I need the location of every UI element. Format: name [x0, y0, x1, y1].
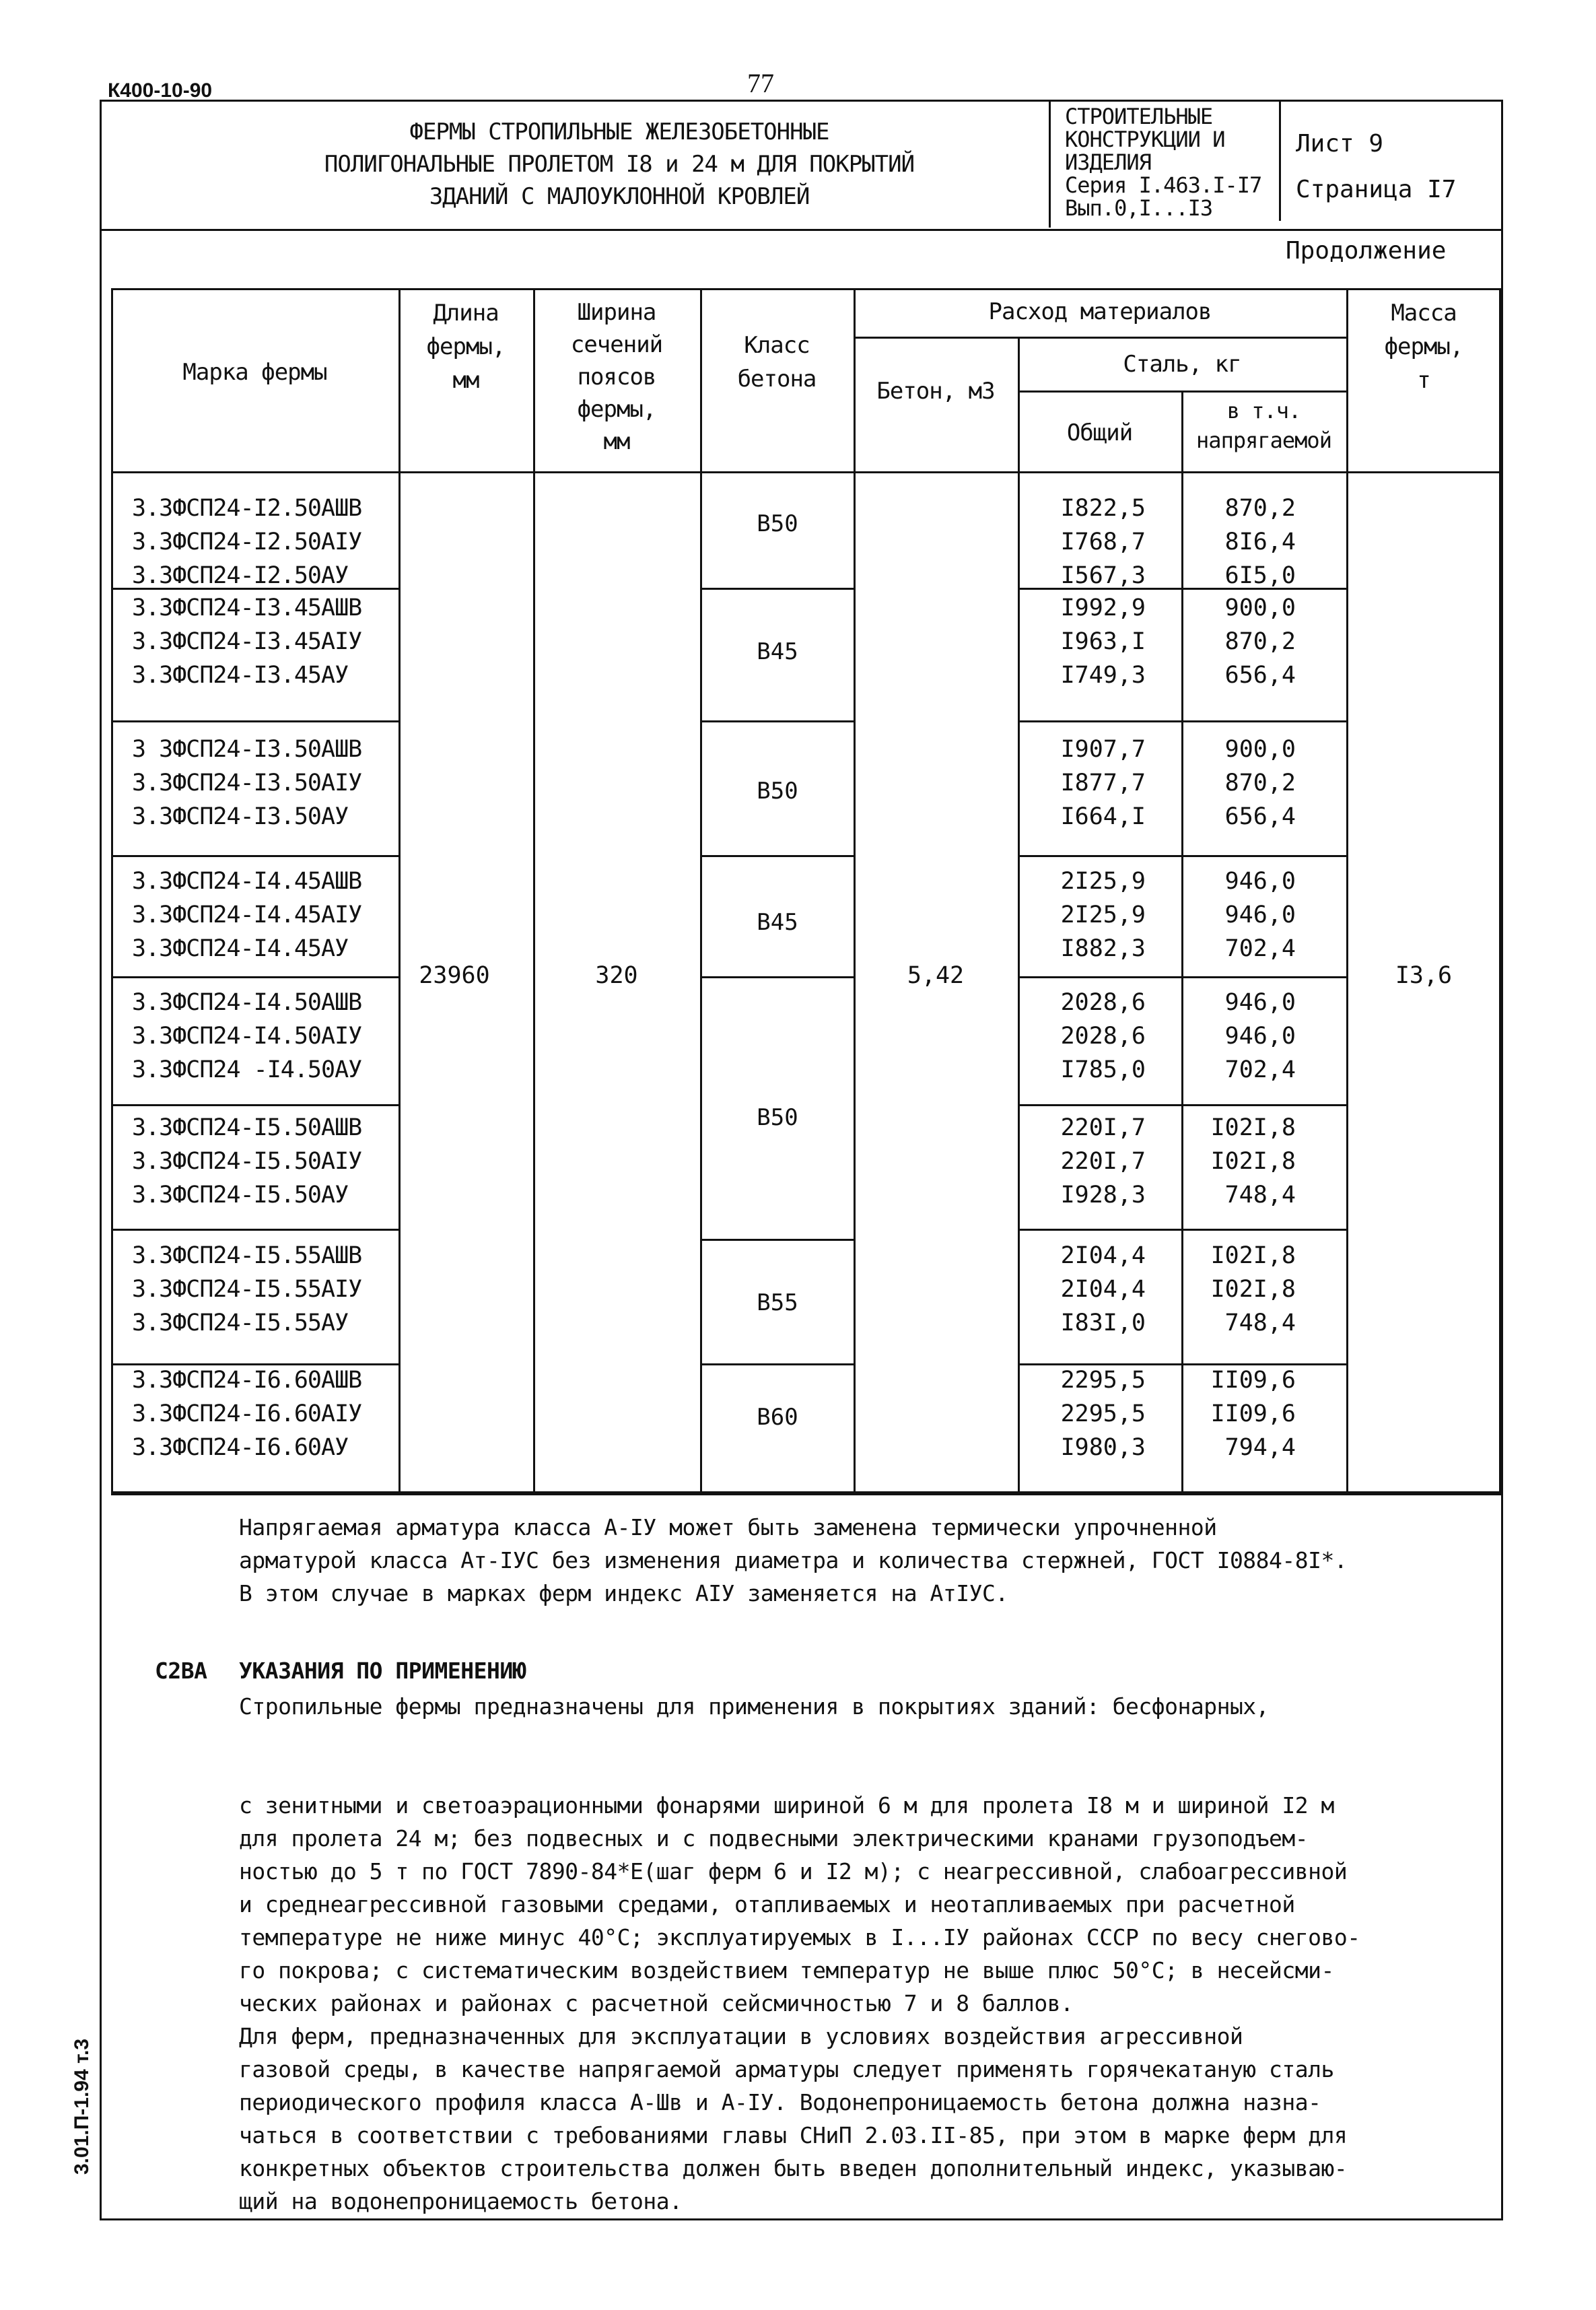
truss-mark: 3.3ФСП24-I4.45АIУ	[132, 902, 362, 928]
header-separator	[100, 229, 1503, 231]
class-cell: В50	[757, 778, 798, 805]
steel-total-group	[1018, 591, 1146, 692]
table-header-line	[111, 471, 1501, 473]
truss-mark: 3.3ФСП24-I5.55АIУ	[132, 1276, 362, 1303]
truss-mark: 3.3ФСП24-I6.60АIУ	[132, 1400, 362, 1427]
notes-separator	[111, 1493, 1501, 1495]
steel-total-value: 220I,7	[1060, 1114, 1146, 1141]
note-paragraph-3: Для ферм, предназначенных для эксплуатации в условиях воздействия агрессивной газовой среды, в качестве напрягаемой арматуры следует применять горячекатаную сталь периодического профиля класса А-Шв и А-IУ. Водонепроницаемость бетона должна назна- чаться в соответствии с требованиями главы СНиП 2.03.II-85, при этом в марке ферм для конкретных объектов строительства должен быть введен дополнительный индекс, указываю- щий на водонепроницаемость бетона.	[239, 2023, 1348, 2214]
series-line: КОНСТРУКЦИИ И	[1065, 127, 1225, 152]
steel-tensioned-value: 8I6,4	[1224, 529, 1296, 555]
steel-total-value: I567,3	[1060, 562, 1146, 589]
truss-mark: 3.3ФСП24-I5.50АIУ	[132, 1148, 362, 1175]
sheet-page: Страница I7	[1296, 176, 1457, 203]
row-separator	[1018, 976, 1346, 978]
series-line: Вып.0,I...I3	[1065, 195, 1213, 221]
row-separator	[1018, 1363, 1346, 1365]
truss-mark: 3.3ФСП24-I3.45АIУ	[132, 628, 362, 655]
steel-tensioned-value: 794,4	[1224, 1434, 1296, 1461]
mass-value: I3,6	[1395, 962, 1453, 989]
row-separator	[111, 855, 398, 857]
steel-total-group	[1018, 986, 1146, 1087]
class-cell: В45	[757, 638, 798, 665]
class-separator	[700, 720, 854, 722]
truss-mark: 3.3ФСП24-I3.50АIУ	[132, 770, 362, 796]
steel-tensioned-value: 946,0	[1224, 989, 1296, 1016]
steel-total-value: I83I,0	[1060, 1310, 1146, 1336]
steel-total-value: I980,3	[1060, 1434, 1146, 1461]
class-separator	[700, 1239, 854, 1241]
truss-mark: 3.3ФСП24-I6.60АШВ	[132, 1367, 362, 1394]
title-line: ПОЛИГОНАЛЬНЫЕ ПРОЛЕТОМ I8 и 24 м ДЛЯ ПОКРЫТИЙ	[324, 151, 915, 178]
steel-tensioned-group	[1181, 1239, 1296, 1340]
steel-total-value: I907,7	[1060, 736, 1146, 763]
truss-mark: 3.3ФСП24-I2.50АШВ	[132, 495, 362, 522]
length-value: 23960	[419, 962, 490, 989]
steel-total-value: 2028,6	[1060, 1023, 1146, 1050]
header-length: Длина фермы, мм	[426, 300, 506, 394]
header-class: Класс бетона	[737, 332, 817, 393]
steel-tensioned-value: I02I,8	[1210, 1148, 1296, 1175]
steel-tensioned-group	[1181, 1111, 1296, 1212]
mark-group	[132, 1111, 361, 1212]
steel-tensioned-value: 900,0	[1224, 736, 1296, 763]
steel-total-value: I664,I	[1060, 803, 1146, 830]
steel-total-value: I768,7	[1060, 529, 1146, 555]
row-separator	[111, 976, 398, 978]
header-concrete: Бетон, м3	[876, 378, 995, 405]
table-header-line	[854, 337, 1346, 339]
truss-mark: 3.3ФСП24-I2.50АУ	[132, 562, 349, 589]
steel-tensioned-group	[1181, 1363, 1296, 1464]
truss-mark: 3.3ФСП24-I3.45АУ	[132, 662, 349, 689]
header-total: Общий	[1066, 419, 1133, 446]
truss-mark: 3.3ФСП24-I4.50АIУ	[132, 1023, 362, 1050]
document-code: К400-10-90	[108, 79, 213, 102]
title-line: ФЕРМЫ СТРОПИЛЬНЫЕ ЖЕЛЕЗОБЕТОННЫЕ	[409, 118, 829, 145]
header-consumption: Расход материалов	[988, 298, 1212, 325]
steel-tensioned-value: II09,6	[1210, 1367, 1296, 1394]
steel-total-value: 2295,5	[1060, 1400, 1146, 1427]
section-number: C2ВА	[155, 1658, 207, 1684]
class-separator	[700, 1363, 854, 1365]
table-col-line	[398, 288, 401, 1493]
truss-mark: 3.3ФСП24-I5.55АШВ	[132, 1242, 362, 1269]
concrete-value: 5,42	[907, 962, 965, 989]
continuation-label: Продолжение	[1286, 237, 1447, 265]
steel-tensioned-value: 900,0	[1224, 595, 1296, 621]
mark-group	[132, 491, 361, 592]
steel-total-value: 2I04,4	[1060, 1242, 1146, 1269]
document-title	[202, 116, 1037, 213]
row-separator	[111, 588, 398, 590]
header-width: Ширина сечений поясов фермы, мм	[570, 299, 663, 455]
row-separator	[111, 1104, 398, 1106]
truss-mark: 3.3ФСП24-I6.60АУ	[132, 1434, 349, 1461]
mark-group	[132, 1239, 361, 1340]
steel-total-value: 220I,7	[1060, 1148, 1146, 1175]
steel-total-value: I785,0	[1060, 1056, 1146, 1083]
row-separator	[1018, 1229, 1346, 1231]
steel-tensioned-value: I02I,8	[1210, 1114, 1296, 1141]
page-number: 77	[747, 68, 774, 98]
mark-group	[132, 1363, 361, 1464]
sheet-number: Лист 9	[1296, 130, 1384, 158]
truss-mark: 3.3ФСП24-I3.50АУ	[132, 803, 349, 830]
mark-group	[132, 864, 361, 965]
steel-total-value: I749,3	[1060, 662, 1146, 689]
steel-tensioned-value: 748,4	[1224, 1182, 1296, 1209]
row-separator	[111, 720, 398, 722]
steel-total-group	[1018, 1239, 1146, 1340]
row-separator	[111, 1363, 398, 1365]
row-separator	[111, 1229, 398, 1231]
mark-group	[132, 733, 361, 834]
mark-group	[132, 591, 361, 692]
steel-total-value: 2295,5	[1060, 1367, 1146, 1394]
steel-total-value: I928,3	[1060, 1182, 1146, 1209]
steel-tensioned-value: 870,2	[1224, 628, 1296, 655]
truss-mark: 3.3ФСП24-I5.50АУ	[132, 1182, 349, 1209]
header-mark: Марка фермы	[182, 359, 327, 386]
steel-tensioned-value: 870,2	[1224, 495, 1296, 522]
steel-total-value: I992,9	[1060, 595, 1146, 621]
title-divider	[1049, 100, 1051, 228]
row-separator	[1018, 720, 1346, 722]
steel-tensioned-value: 748,4	[1224, 1310, 1296, 1336]
side-label: 3.01.П-1.94 т.3	[71, 2038, 93, 2175]
class-cell: В55	[757, 1289, 798, 1316]
steel-tensioned-group	[1181, 733, 1296, 834]
steel-tensioned-value: 946,0	[1224, 902, 1296, 928]
steel-tensioned-value: I02I,8	[1210, 1276, 1296, 1303]
steel-tensioned-value: 6I5,0	[1224, 562, 1296, 589]
section-heading: УКАЗАНИЯ ПО ПРИМЕНЕНИЮ	[239, 1658, 526, 1684]
sheet-block	[1296, 121, 1456, 213]
truss-mark: 3.3ФСП24 -I4.50АУ	[132, 1056, 362, 1083]
note-paragraph-2: Стропильные фермы предназначены для применения в покрытиях зданий: бесфонарных,	[239, 1693, 1270, 1720]
series-block	[1065, 105, 1261, 219]
note-paragraph-1: Напрягаемая арматура класса А-IУ может быть заменена термически упрочненной	[239, 1514, 1217, 1540]
steel-tensioned-group	[1181, 491, 1296, 592]
steel-total-group	[1018, 864, 1146, 965]
class-cell: В60	[757, 1404, 798, 1431]
steel-tensioned-value: 702,4	[1224, 1056, 1296, 1083]
note-paragraph-1-cont: арматурой класса Ат-IУС без изменения диаметра и количества стержней, ГОСТ I0884-8I*. В этом случае в марках ферм индекс АIУ заменяется на АтIУС.	[239, 1547, 1348, 1606]
steel-tensioned-value: 702,4	[1224, 935, 1296, 962]
truss-mark: 3.3ФСП24-I3.45АШВ	[132, 595, 362, 621]
series-line: СТРОИТЕЛЬНЫЕ	[1065, 104, 1213, 129]
class-cell: В50	[757, 1104, 798, 1131]
truss-mark: 3.3ФСП24-I2.50АIУ	[132, 529, 362, 555]
truss-mark: 3.3ФСП24-I5.50АШВ	[132, 1114, 362, 1141]
steel-tensioned-group	[1181, 591, 1296, 692]
header-tensioned: в т.ч. напрягаемой	[1196, 398, 1331, 453]
steel-total-value: 2I04,4	[1060, 1276, 1146, 1303]
table-col-line	[533, 288, 535, 1493]
steel-tensioned-group	[1181, 864, 1296, 965]
steel-total-group	[1018, 1111, 1146, 1212]
row-separator	[1018, 855, 1346, 857]
steel-total-group	[1018, 733, 1146, 834]
table-col-line	[1346, 288, 1348, 1493]
row-separator	[1018, 1104, 1346, 1106]
steel-tensioned-value: 870,2	[1224, 770, 1296, 796]
steel-total-group	[1018, 491, 1146, 592]
steel-tensioned-value: II09,6	[1210, 1400, 1296, 1427]
row-separator	[1018, 588, 1346, 590]
class-separator	[700, 976, 854, 978]
class-cell: В50	[757, 510, 798, 537]
class-separator	[700, 855, 854, 857]
steel-tensioned-group	[1181, 986, 1296, 1087]
steel-total-value: 2028,6	[1060, 989, 1146, 1016]
steel-total-value: I963,I	[1060, 628, 1146, 655]
series-line: Серия I.463.I-I7	[1065, 172, 1262, 198]
steel-total-value: I877,7	[1060, 770, 1146, 796]
truss-mark: 3.3ФСП24-I4.50АШВ	[132, 989, 362, 1016]
header-steel: Сталь, кг	[1123, 351, 1241, 378]
header-mass: Масса фермы, т	[1384, 300, 1463, 394]
class-cell: В45	[757, 909, 798, 936]
table-header-line	[1018, 390, 1346, 393]
truss-mark: 3.3ФСП24-I4.45АШВ	[132, 868, 362, 895]
note-paragraph-2-cont: с зенитными и светоаэрационными фонарями шириной 6 м для пролета I8 м и шириной I2 м для пролета 24 м; без подвесных и с подвесными электрическими кранами грузоподъем- ностью до 5 т по ГОСТ 7890-84*Е(шаг ферм 6 и I2 м); с неагрессивной, слабоагрессивной и среднеагрессивной газовыми средами, отапливаемых и неотапливаемых при расчетной температуре не ниже минус 40°С; эксплуатируемых в I...IУ районах СССР по весу снегово- го покрова; с систематическим воздействием температур не выше плюс 50°С; в несейсми- ческих районах и районах с расчетной сейсмичностью 7 и 8 баллов.	[239, 1792, 1360, 2016]
steel-total-value: 2I25,9	[1060, 868, 1146, 895]
steel-tensioned-value: 946,0	[1224, 1023, 1296, 1050]
sheet-divider	[1279, 100, 1281, 221]
truss-mark: 3 3ФСП24-I3.50АШВ	[132, 736, 362, 763]
series-line: ИЗДЕЛИЯ	[1065, 149, 1151, 175]
steel-total-value: 2I25,9	[1060, 902, 1146, 928]
steel-total-group	[1018, 1363, 1146, 1464]
steel-tensioned-value: 656,4	[1224, 662, 1296, 689]
class-separator	[700, 588, 854, 590]
width-value: 320	[595, 962, 638, 989]
truss-mark: 3.3ФСП24-I4.45АУ	[132, 935, 349, 962]
steel-total-value: I882,3	[1060, 935, 1146, 962]
steel-total-value: I822,5	[1060, 495, 1146, 522]
truss-mark: 3.3ФСП24-I5.55АУ	[132, 1310, 349, 1336]
steel-tensioned-value: 656,4	[1224, 803, 1296, 830]
steel-tensioned-value: 946,0	[1224, 868, 1296, 895]
mark-group	[132, 986, 361, 1087]
title-line: ЗДАНИЙ С МАЛОУКЛОННОЙ КРОВЛЕЙ	[429, 183, 810, 210]
steel-tensioned-value: I02I,8	[1210, 1242, 1296, 1269]
